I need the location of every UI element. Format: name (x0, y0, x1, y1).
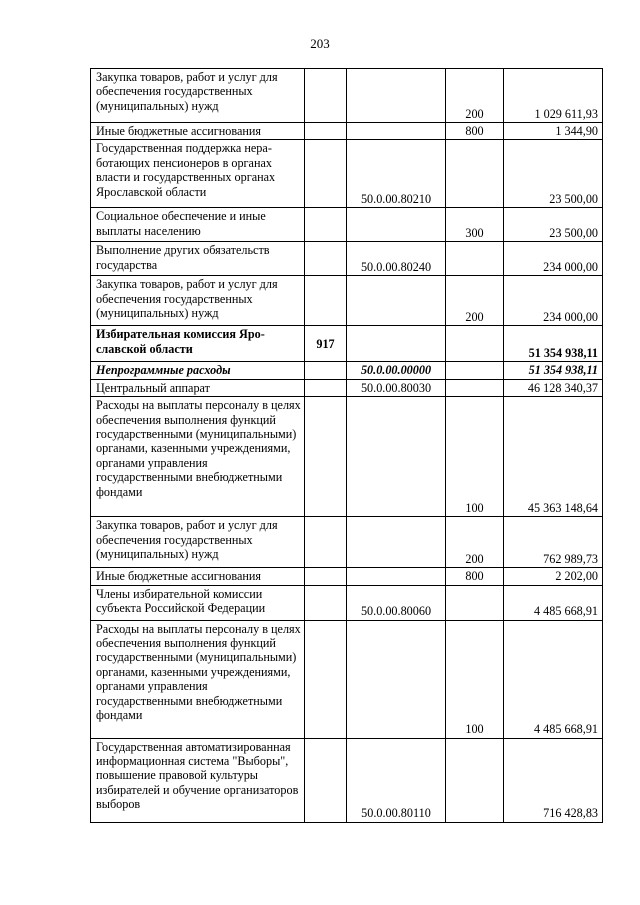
row-expense-type-code-cell (446, 362, 504, 379)
table-row (91, 242, 603, 276)
row-expense-type-code-cell (446, 326, 504, 362)
page-number: 203 (310, 36, 330, 51)
row-name-cell: Закупка товаров, работ и услуг для обеспечения государственных (муниципальных) нужд (91, 517, 305, 568)
row-amount-cell: 4 485 668,91 (504, 585, 603, 620)
row-department-code-cell (305, 276, 347, 326)
row-target-item-code-cell (347, 620, 446, 738)
table-row (91, 738, 603, 822)
row-name-cell: Закупка товаров, работ и услуг для обеспечения государственных (муниципальных) нужд (91, 276, 305, 326)
table-row (91, 69, 603, 123)
row-expense-type-code-cell (446, 738, 504, 822)
row-target-item-code-cell (347, 276, 446, 326)
row-target-item-code-cell: 50.0.00.80110 (347, 738, 446, 822)
row-target-item-code-cell (347, 326, 446, 362)
row-department-code-cell (305, 585, 347, 620)
row-name-cell: Иные бюджетные ассигнования (91, 568, 305, 585)
table-row (91, 326, 603, 362)
row-name-cell: Непрограммные расходы (91, 362, 305, 379)
row-department-code-cell (305, 242, 347, 276)
row-amount-cell: 51 354 938,11 (504, 326, 603, 362)
row-expense-type-code-cell: 100 (446, 620, 504, 738)
row-name-cell: Избирательная комиссия Ярославской области (91, 326, 305, 362)
row-name-cell: Социальное обеспечение и иные выплаты населению (91, 208, 305, 242)
row-department-code-cell (305, 140, 347, 208)
row-amount-cell: 234 000,00 (504, 276, 603, 326)
row-name-cell: Иные бюджетные ассигнования (91, 123, 305, 140)
row-department-code-cell (305, 69, 347, 123)
row-amount-cell: 2 202,00 (504, 568, 603, 585)
table-row (91, 276, 603, 326)
row-target-item-code-cell: 50.0.00.80210 (347, 140, 446, 208)
row-amount-cell: 46 128 340,37 (504, 379, 603, 396)
table-row (91, 140, 603, 208)
row-target-item-code-cell (347, 69, 446, 123)
row-name-cell: Закупка товаров, работ и услуг для обеспечения государственных (муниципальных) нужд (91, 69, 305, 123)
row-amount-cell: 716 428,83 (504, 738, 603, 822)
row-amount-cell: 45 363 148,64 (504, 397, 603, 517)
table-row (91, 585, 603, 620)
table-row (91, 362, 603, 379)
table-row (91, 123, 603, 140)
row-department-code-cell (305, 379, 347, 396)
row-target-item-code-cell (347, 397, 446, 517)
row-expense-type-code-cell (446, 140, 504, 208)
table-row (91, 620, 603, 738)
row-expense-type-code-cell: 800 (446, 123, 504, 140)
row-target-item-code-cell (347, 568, 446, 585)
row-target-item-code-cell: 50.0.00.80030 (347, 379, 446, 396)
row-amount-cell: 762 989,73 (504, 517, 603, 568)
row-expense-type-code-cell: 200 (446, 69, 504, 123)
row-expense-type-code-cell (446, 242, 504, 276)
row-name-cell: Члены избирательной комиссии субъекта Российской Федерации (91, 585, 305, 620)
row-name-cell: Выполнение других обязательств государства (91, 242, 305, 276)
table-row (91, 379, 603, 396)
row-department-code-cell (305, 208, 347, 242)
table-row (91, 397, 603, 517)
row-expense-type-code-cell: 800 (446, 568, 504, 585)
row-amount-cell: 23 500,00 (504, 208, 603, 242)
table-row (91, 517, 603, 568)
row-target-item-code-cell: 50.0.00.80060 (347, 585, 446, 620)
row-name-cell: Государственная поддержка неработающих пенсионеров в органах власти и государственных органах Ярославской области (91, 140, 305, 208)
row-expense-type-code-cell (446, 585, 504, 620)
row-amount-cell: 51 354 938,11 (504, 362, 603, 379)
row-expense-type-code-cell: 200 (446, 517, 504, 568)
row-expense-type-code-cell: 100 (446, 397, 504, 517)
row-target-item-code-cell (347, 517, 446, 568)
row-name-cell: Расходы на выплаты персоналу в целях обеспечения выполнения функций государственными (муниципальными) органами, казенными учреждениями, органами управления государственными внебюджетными фондами (91, 397, 305, 517)
row-department-code-cell (305, 123, 347, 140)
row-target-item-code-cell (347, 123, 446, 140)
row-department-code-cell (305, 517, 347, 568)
row-name-cell: Центральный аппарат (91, 379, 305, 396)
row-department-code-cell (305, 620, 347, 738)
row-expense-type-code-cell (446, 379, 504, 396)
row-amount-cell: 23 500,00 (504, 140, 603, 208)
row-department-code-cell (305, 568, 347, 585)
table-row (91, 208, 603, 242)
budget-table-body (91, 69, 603, 823)
row-name-cell: Расходы на выплаты персоналу в целях обеспечения выполнения функций государственными (муниципальными) органами, казенными учреждениями, органами управления государственными внебюджетными фондами (91, 620, 305, 738)
row-amount-cell: 234 000,00 (504, 242, 603, 276)
row-department-code-cell (305, 397, 347, 517)
budget-table (90, 68, 603, 823)
table-row (91, 568, 603, 585)
row-department-code-cell: 917 (305, 326, 347, 362)
row-expense-type-code-cell: 300 (446, 208, 504, 242)
row-amount-cell: 1 029 611,93 (504, 69, 603, 123)
row-department-code-cell (305, 362, 347, 379)
row-target-item-code-cell: 50.0.00.00000 (347, 362, 446, 379)
row-target-item-code-cell: 50.0.00.80240 (347, 242, 446, 276)
row-name-cell: Государственная автоматизированная информационная система "Выборы", повышение правовой культуры избирателей и обучение организаторов выборов (91, 738, 305, 822)
row-amount-cell: 1 344,90 (504, 123, 603, 140)
row-expense-type-code-cell: 200 (446, 276, 504, 326)
row-target-item-code-cell (347, 208, 446, 242)
row-amount-cell: 4 485 668,91 (504, 620, 603, 738)
row-department-code-cell (305, 738, 347, 822)
